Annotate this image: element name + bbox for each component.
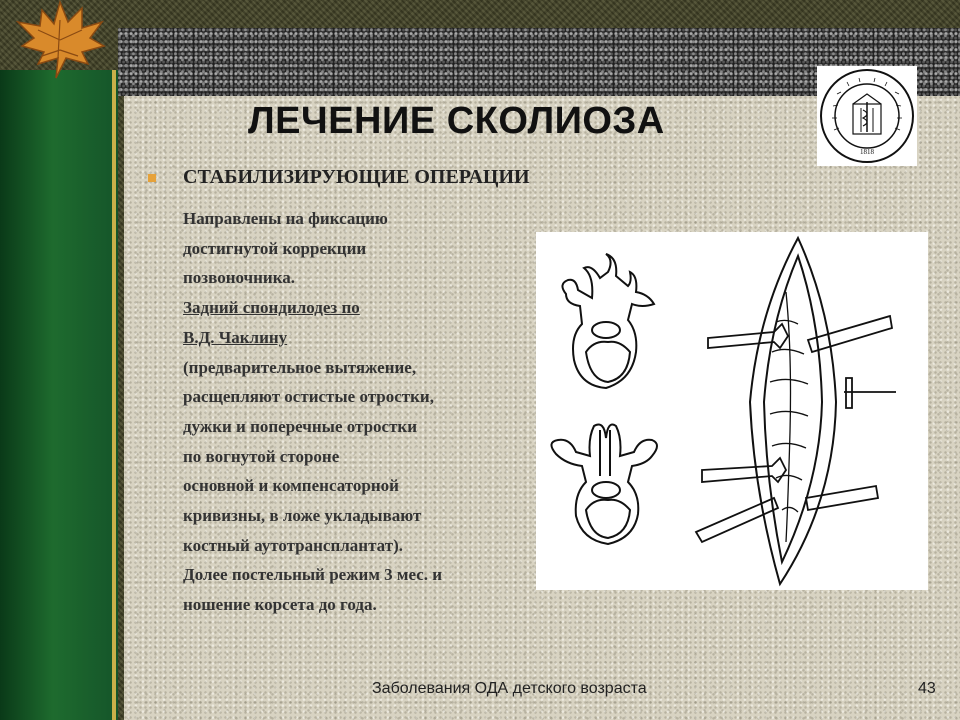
university-seal-icon: [817, 66, 917, 166]
body-line: Долее постельный режим 3 мес. и: [183, 565, 443, 585]
body-line: по вогнутой стороне: [183, 446, 340, 466]
page-number: 43: [918, 680, 936, 697]
body-text: [183, 204, 533, 620]
maple-leaf-icon: [8, 0, 108, 82]
body-line: дужки и поперечные отростки: [183, 416, 418, 436]
body-line: ношение корсета до года.: [183, 595, 377, 615]
slide-subtitle: СТАБИЛИЗИРУЮЩИЕ ОПЕРАЦИИ: [183, 166, 530, 188]
body-line: основной и компенсаторной: [183, 476, 399, 496]
body-line: костный аутотрансплантат).: [183, 535, 403, 555]
gold-divider-line: [112, 70, 116, 720]
body-line: В.Д. Чаклину: [183, 327, 288, 347]
body-line: достигнутой коррекции: [183, 238, 367, 258]
body-line: Направлены на фиксацию: [183, 209, 388, 228]
body-line: кривизны, в ложе укладывают: [183, 506, 422, 526]
upper-vertebra-drawing: [562, 254, 654, 388]
footer-text: Заболевания ОДА детского возраста: [372, 680, 647, 697]
spondylodesis-illustration: [536, 232, 928, 590]
body-line: Задний спондилодез по: [183, 298, 360, 318]
body-line: (предварительное вытяжение,: [183, 357, 417, 377]
surgical-wound-drawing: [750, 238, 836, 584]
seal-year: 1818: [860, 148, 874, 156]
green-side-strip: [0, 70, 118, 720]
body-line: расщепляют остистые отростки,: [183, 387, 434, 407]
lower-vertebra-drawing: [551, 425, 657, 545]
slide-title: ЛЕЧЕНИЕ СКОЛИОЗА: [248, 100, 665, 142]
square-bullet-icon: [148, 174, 156, 182]
body-line: позвоночника.: [183, 268, 296, 288]
